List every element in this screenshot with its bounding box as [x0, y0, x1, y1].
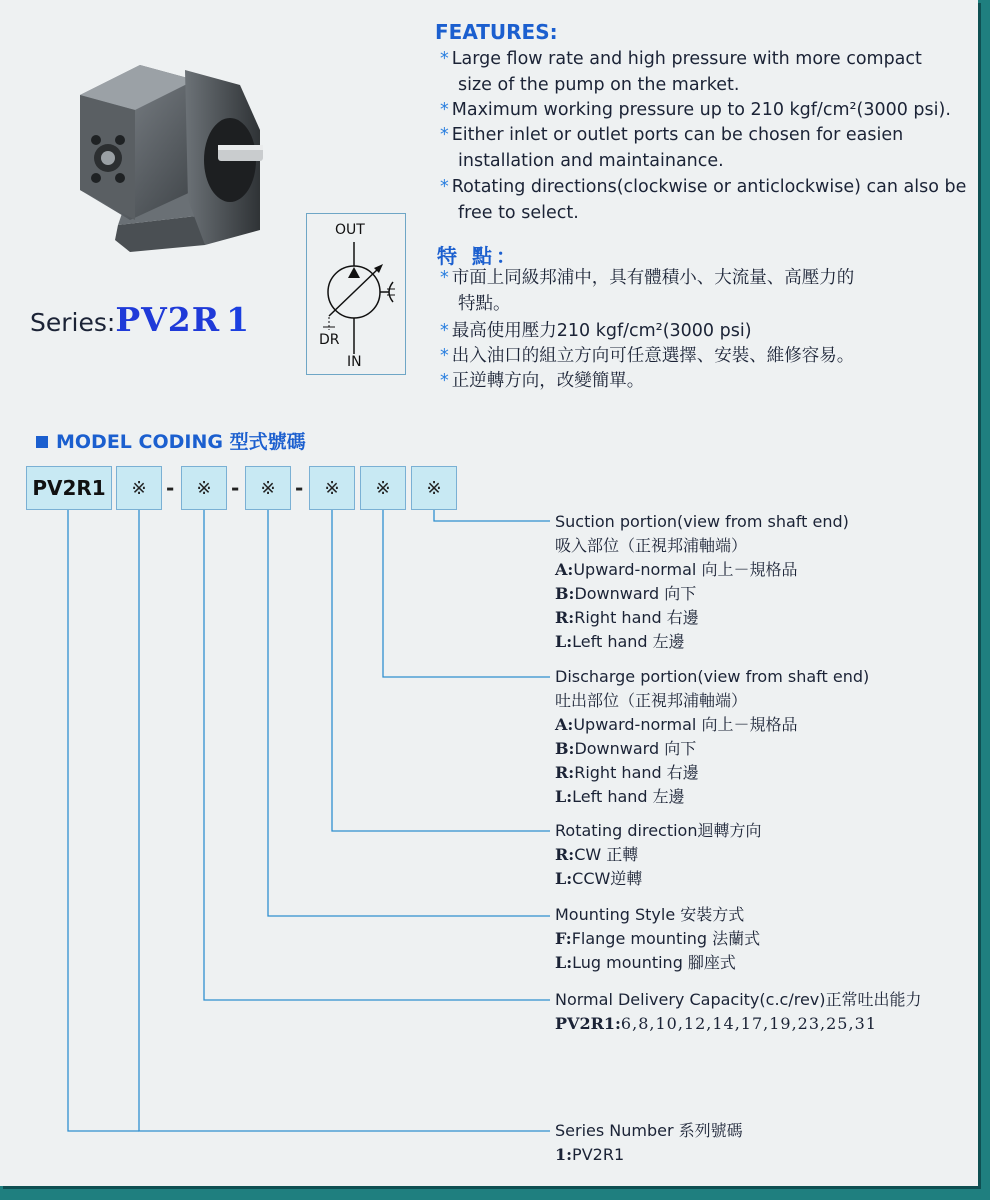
- rotation-block: [555, 819, 762, 891]
- rotation-title: Rotating direction迴轉方向: [555, 821, 762, 840]
- suction-subtitle: 吸入部位（正視邦浦軸端）: [555, 536, 748, 555]
- feature-en-2: * Maximum working pressure up to 210 kgf/cm²(3000 psi).: [440, 100, 951, 120]
- option-row: L:Lug mounting 腳座式: [555, 953, 736, 972]
- series-code: PV2R: [115, 300, 221, 339]
- series-prefix: Series:: [30, 308, 116, 337]
- feature-en-3: * Either inlet or outlet ports can be chosen for easien installation and maintainance.: [440, 125, 904, 171]
- option-row: F:Flange mounting 法蘭式: [555, 929, 761, 948]
- symbol-dr-label: DR: [319, 332, 340, 348]
- code-dash: -: [166, 476, 175, 500]
- option-row: B:Downward 向下: [555, 739, 697, 758]
- model-coding-title: MODEL CODING 型式號碼: [36, 427, 306, 454]
- feature-cn-4: * 正逆轉方向，改變簡單。: [440, 371, 645, 391]
- mounting-title: Mounting Style 安裝方式: [555, 905, 745, 924]
- feature-cn-3: * 出入油口的組立方向可任意選擇、安裝、維修容易。: [440, 346, 855, 366]
- feature-en-4: * Rotating directions(clockwise or anticlockwise) can also be free to select.: [440, 177, 967, 223]
- code-dash: -: [231, 476, 240, 500]
- mounting-block: [555, 903, 760, 975]
- code-box-capacity: ※: [181, 466, 227, 510]
- option-row: PV2R1:6,8,10,12,14,17,19,23,25,31: [555, 1014, 877, 1033]
- features-title: FEATURES:: [435, 20, 558, 44]
- suction-title: Suction portion(view from shaft end): [555, 512, 849, 531]
- option-row: 1:PV2R1: [555, 1145, 625, 1164]
- capacity-block: [555, 988, 922, 1036]
- series-number-block: [555, 1119, 743, 1167]
- code-box-suction: ※: [411, 466, 457, 510]
- option-row: L:CCW逆轉: [555, 869, 643, 888]
- discharge-portion-block: [555, 665, 869, 809]
- series-suffix: 1: [226, 300, 251, 339]
- option-row: L:Left hand 左邊: [555, 632, 685, 651]
- series-number-title: Series Number 系列號碼: [555, 1121, 743, 1140]
- code-box-rotation: ※: [309, 466, 355, 510]
- code-box-discharge: ※: [360, 466, 406, 510]
- option-row: R:Right hand 右邊: [555, 608, 699, 627]
- option-row: L:Left hand 左邊: [555, 787, 685, 806]
- code-dash: -: [295, 476, 304, 500]
- symbol-in-label: IN: [347, 354, 362, 370]
- code-box-series: PV2R1: [26, 466, 112, 510]
- code-box-mounting: ※: [245, 466, 291, 510]
- discharge-title: Discharge portion(view from shaft end): [555, 667, 870, 686]
- option-row: R:CW 正轉: [555, 845, 639, 864]
- option-row: A:Upward-normal 向上－規格品: [555, 560, 798, 579]
- symbol-out-label: OUT: [335, 222, 365, 238]
- suction-portion-block: [555, 510, 849, 654]
- option-row: A:Upward-normal 向上－規格品: [555, 715, 798, 734]
- capacity-title: Normal Delivery Capacity(c.c/rev)正常吐出能力: [555, 990, 922, 1009]
- discharge-subtitle: 吐出部位（正視邦浦軸端）: [555, 691, 748, 710]
- option-row: R:Right hand 右邊: [555, 763, 699, 782]
- feature-cn-2: * 最高使用壓力210 kgf/cm²(3000 psi): [440, 321, 752, 341]
- code-box-series-number: ※: [116, 466, 162, 510]
- features-cn-title: 特 點：: [437, 244, 520, 268]
- feature-cn-1: * 市面上同級邦浦中，具有體積小、大流量、高壓力的 特點。: [440, 268, 855, 314]
- feature-en-1: * Large flow rate and high pressure with more compact size of the pump on the market.: [440, 49, 922, 95]
- option-row: B:Downward 向下: [555, 584, 697, 603]
